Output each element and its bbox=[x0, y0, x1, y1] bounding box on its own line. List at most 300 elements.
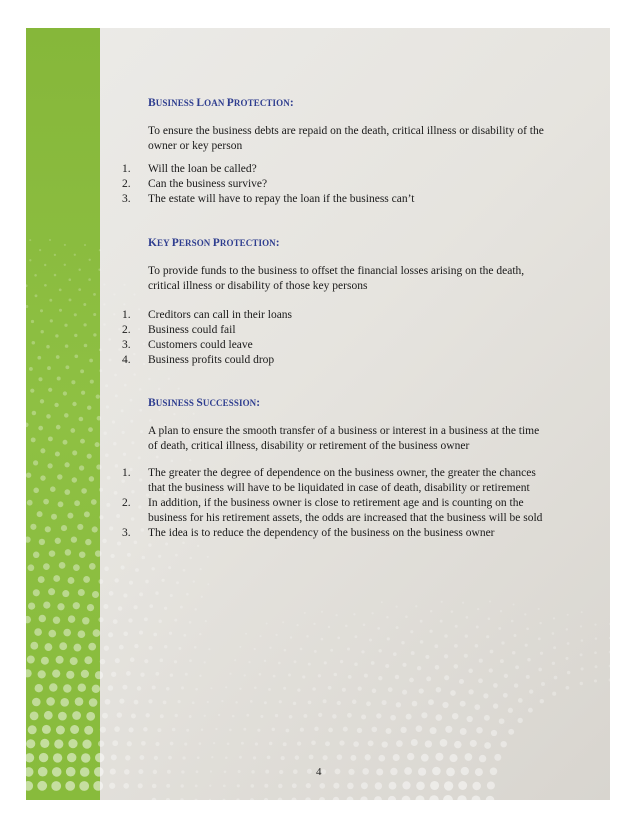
decorative-dot bbox=[148, 543, 151, 546]
decorative-dot bbox=[425, 740, 432, 747]
list-item bbox=[120, 353, 550, 368]
decorative-dot bbox=[78, 268, 80, 270]
decorative-dot bbox=[49, 550, 56, 557]
decorative-dot bbox=[123, 783, 129, 789]
decorative-dot bbox=[196, 770, 199, 773]
decorative-dot bbox=[529, 689, 533, 693]
list-item bbox=[120, 526, 550, 541]
decorative-dot bbox=[377, 627, 380, 630]
heading-text-part: OAN bbox=[204, 98, 227, 108]
decorative-dot bbox=[64, 489, 70, 495]
decorative-dot bbox=[284, 649, 287, 652]
decorative-dot bbox=[595, 637, 597, 639]
list-item-text: The estate will have to repay the loan if the business can’t bbox=[148, 193, 415, 205]
decorative-dot bbox=[26, 753, 34, 762]
decorative-dot bbox=[46, 414, 51, 419]
decorative-dot bbox=[148, 699, 152, 703]
decorative-dot bbox=[390, 715, 396, 721]
decorative-dot bbox=[48, 436, 53, 441]
decorative-dot bbox=[64, 264, 66, 266]
decorative-dot bbox=[155, 742, 159, 746]
decorative-dot bbox=[79, 465, 84, 470]
decorative-dot bbox=[144, 617, 148, 621]
decorative-dot bbox=[328, 686, 332, 690]
decorative-dot bbox=[87, 604, 94, 611]
decorative-dot bbox=[264, 784, 268, 788]
decorative-dot bbox=[81, 753, 90, 762]
list-item-text: Creditors can call in their loans bbox=[148, 309, 293, 321]
decorative-dot bbox=[74, 313, 77, 316]
heading-text-part: EY bbox=[157, 238, 172, 248]
decorative-dot bbox=[207, 701, 209, 703]
decorative-dot bbox=[325, 741, 330, 746]
decorative-dot bbox=[104, 645, 109, 650]
decorative-dot bbox=[108, 685, 114, 691]
decorative-dot bbox=[39, 539, 45, 545]
list-item-text: The idea is to reduce the dependency of the business on the business owner bbox=[148, 527, 495, 539]
decorative-dot bbox=[87, 454, 92, 459]
decorative-dot bbox=[26, 536, 31, 542]
decorative-dot bbox=[68, 278, 71, 281]
decorative-dot bbox=[512, 651, 516, 655]
decorative-dot bbox=[350, 755, 356, 761]
decorative-dot bbox=[476, 727, 483, 734]
decorative-dot bbox=[82, 617, 89, 624]
decorative-dot bbox=[340, 660, 343, 663]
decorative-dot bbox=[369, 638, 372, 641]
decorative-dot bbox=[192, 701, 195, 704]
decorative-dot bbox=[293, 702, 297, 706]
decorative-dot bbox=[267, 756, 271, 760]
decorative-dot bbox=[38, 377, 42, 381]
decorative-dot bbox=[526, 675, 530, 679]
decorative-dot bbox=[250, 798, 254, 800]
list-item-number: 4. bbox=[122, 354, 131, 366]
decorative-dot bbox=[33, 552, 40, 559]
decorative-dot bbox=[402, 796, 411, 800]
decorative-dot bbox=[567, 642, 570, 645]
decorative-dot bbox=[37, 356, 41, 360]
decorative-dot bbox=[70, 428, 75, 433]
decorative-dot bbox=[239, 646, 241, 648]
decorative-dot bbox=[38, 767, 48, 777]
decorative-dot bbox=[348, 675, 352, 679]
decorative-dot bbox=[43, 563, 50, 570]
decorative-dot bbox=[84, 511, 90, 517]
list-item-number: 1. bbox=[122, 309, 131, 321]
decorative-dot bbox=[442, 702, 448, 708]
decorative-dot bbox=[134, 605, 138, 609]
decorative-dot bbox=[499, 718, 505, 724]
decorative-dot bbox=[55, 451, 60, 456]
decorative-dot bbox=[81, 670, 89, 678]
decorative-dot bbox=[538, 608, 540, 610]
decorative-dot bbox=[490, 650, 494, 654]
list-item bbox=[120, 466, 550, 496]
decorative-dot bbox=[49, 239, 51, 241]
decorative-dot bbox=[117, 541, 121, 545]
decorative-dot bbox=[444, 781, 453, 790]
decorative-dot bbox=[40, 475, 45, 480]
decorative-dot bbox=[376, 713, 381, 718]
decorative-dot bbox=[554, 676, 558, 680]
decorative-dot bbox=[429, 630, 432, 633]
decorative-dot bbox=[395, 675, 399, 679]
list-item-number: 1. bbox=[122, 467, 131, 479]
decorative-dot bbox=[193, 580, 195, 582]
decorative-dot bbox=[93, 629, 101, 637]
decorative-dot bbox=[189, 715, 192, 718]
decorative-dot bbox=[94, 767, 104, 777]
decorative-dot bbox=[307, 769, 312, 774]
decorative-dot bbox=[199, 568, 201, 570]
decorative-dot bbox=[345, 625, 348, 628]
decorative-dot bbox=[118, 606, 123, 611]
decorative-dot bbox=[88, 278, 91, 281]
decorative-dot bbox=[168, 756, 172, 760]
decorative-dot bbox=[363, 624, 366, 627]
decorative-dot bbox=[34, 628, 42, 636]
decorative-dot bbox=[476, 626, 479, 629]
decorative-dot bbox=[89, 698, 98, 707]
decorative-dot bbox=[96, 464, 101, 469]
decorative-dot bbox=[37, 781, 47, 791]
decorative-dot bbox=[486, 635, 489, 638]
decorative-dot bbox=[318, 713, 322, 717]
decorative-dot bbox=[168, 378, 170, 380]
decorative-dot bbox=[500, 659, 504, 663]
decorative-dot bbox=[425, 655, 429, 659]
decorative-dot bbox=[78, 630, 86, 638]
list-item-text: In addition, if the business owner is close to retirement age and is counting on the business for his retirement assets, the odds are increased that the business will be sold bbox=[148, 497, 543, 524]
decorative-dot bbox=[305, 797, 311, 800]
decorative-dot bbox=[26, 767, 34, 777]
decorative-dot bbox=[123, 303, 125, 305]
decorative-dot bbox=[113, 619, 118, 624]
decorative-dot bbox=[61, 525, 67, 531]
decorative-dot bbox=[511, 620, 514, 623]
decorative-dot bbox=[28, 725, 37, 734]
decorative-dot bbox=[84, 344, 88, 348]
decorative-dot bbox=[126, 671, 131, 676]
decorative-dot bbox=[466, 616, 469, 619]
decorative-dot bbox=[133, 293, 135, 295]
decorative-dot bbox=[158, 620, 162, 624]
decorative-dot bbox=[382, 700, 387, 705]
decorative-dot bbox=[357, 728, 362, 733]
decorative-dot bbox=[472, 782, 481, 791]
decorative-dot bbox=[333, 797, 339, 800]
section-list-key-person-protection bbox=[120, 308, 550, 368]
decorative-dot bbox=[368, 740, 374, 746]
decorative-dot bbox=[436, 714, 443, 721]
decorative-dot bbox=[60, 698, 69, 707]
decorative-dot bbox=[186, 729, 189, 732]
decorative-dot bbox=[237, 784, 240, 787]
decorative-dot bbox=[49, 683, 57, 691]
decorative-dot bbox=[260, 715, 263, 718]
decorative-dot bbox=[514, 634, 517, 637]
decorative-dot bbox=[85, 539, 91, 545]
list-item bbox=[120, 323, 550, 338]
decorative-dot bbox=[121, 409, 124, 412]
decorative-dot bbox=[104, 566, 109, 571]
decorative-dot bbox=[209, 799, 211, 800]
decorative-dot bbox=[489, 600, 491, 602]
decorative-dot bbox=[31, 437, 36, 442]
decorative-dot bbox=[266, 622, 268, 624]
decorative-dot bbox=[275, 634, 277, 636]
decorative-dot bbox=[396, 740, 403, 747]
decorative-dot bbox=[84, 656, 92, 664]
decorative-dot bbox=[95, 671, 103, 679]
decorative-dot bbox=[84, 244, 86, 246]
decorative-dot bbox=[38, 426, 43, 431]
decorative-dot bbox=[99, 515, 103, 519]
decorative-dot bbox=[40, 399, 44, 403]
decorative-dot bbox=[124, 769, 130, 775]
decorative-dot bbox=[465, 753, 473, 761]
decorative-dot bbox=[365, 754, 371, 760]
decorative-dot bbox=[441, 601, 443, 603]
decorative-dot bbox=[41, 657, 49, 665]
decorative-dot bbox=[454, 664, 459, 669]
decorative-dot bbox=[114, 578, 118, 582]
decorative-dot bbox=[435, 665, 440, 670]
decorative-dot bbox=[142, 556, 146, 560]
decorative-dot bbox=[197, 756, 200, 759]
decorative-dot bbox=[109, 783, 115, 789]
decorative-dot bbox=[581, 667, 584, 670]
decorative-dot bbox=[283, 742, 287, 746]
decorative-dot bbox=[296, 624, 298, 626]
decorative-dot bbox=[79, 417, 84, 422]
decorative-dot bbox=[241, 742, 244, 745]
decorative-dot bbox=[321, 611, 323, 613]
decorative-dot bbox=[28, 564, 35, 571]
decorative-dot bbox=[302, 675, 305, 678]
decorative-dot bbox=[145, 580, 149, 584]
decorative-dot bbox=[70, 725, 79, 734]
decorative-dot bbox=[160, 714, 164, 718]
decorative-dot bbox=[479, 659, 483, 663]
decorative-dot bbox=[103, 323, 105, 325]
decorative-dot bbox=[501, 641, 504, 644]
decorative-dot bbox=[139, 592, 143, 596]
decorative-dot bbox=[205, 620, 207, 622]
decorative-dot bbox=[55, 334, 58, 337]
decorative-dot bbox=[170, 594, 173, 597]
decorative-dot bbox=[479, 755, 486, 762]
decorative-dot bbox=[124, 384, 127, 387]
decorative-dot bbox=[40, 739, 49, 748]
decorative-dot bbox=[90, 380, 94, 384]
decorative-dot bbox=[460, 728, 467, 735]
decorative-dot bbox=[232, 715, 235, 718]
decorative-dot bbox=[149, 646, 153, 650]
decorative-dot bbox=[429, 795, 439, 800]
decorative-dot bbox=[609, 637, 610, 639]
decorative-dot bbox=[122, 685, 127, 690]
decorative-dot bbox=[324, 661, 327, 664]
heading-text-part: : bbox=[256, 397, 261, 409]
decorative-dot bbox=[259, 635, 261, 637]
decorative-dot bbox=[130, 657, 135, 662]
decorative-dot bbox=[178, 647, 181, 650]
decorative-dot bbox=[396, 606, 398, 608]
decorative-dot bbox=[567, 614, 569, 616]
decorative-dot bbox=[402, 663, 406, 667]
decorative-dot bbox=[73, 644, 81, 652]
decorative-dot bbox=[112, 740, 118, 746]
decorative-dot bbox=[152, 784, 157, 789]
decorative-dot bbox=[48, 588, 55, 595]
decorative-dot bbox=[407, 753, 414, 760]
decorative-dot bbox=[609, 651, 610, 654]
decorative-dot bbox=[78, 589, 85, 596]
decorative-dot bbox=[581, 611, 583, 613]
decorative-dot bbox=[457, 795, 466, 800]
decorative-dot bbox=[65, 344, 69, 348]
decorative-dot bbox=[229, 673, 231, 675]
decorative-dot bbox=[144, 659, 148, 663]
decorative-dot bbox=[123, 632, 128, 637]
decorative-dot bbox=[70, 657, 78, 665]
decorative-dot bbox=[515, 665, 519, 669]
section-list-business-loan-protection bbox=[120, 162, 550, 207]
decorative-dot bbox=[125, 755, 130, 760]
decorative-dot bbox=[73, 564, 80, 571]
list-item bbox=[120, 162, 550, 177]
decorative-dot bbox=[264, 701, 267, 704]
decorative-dot bbox=[194, 608, 196, 610]
list-item bbox=[120, 177, 550, 192]
decorative-dot bbox=[193, 413, 195, 415]
decorative-dot bbox=[213, 742, 215, 744]
list-item-text: The greater the degree of dependence on the business owner, the greater the chances that the business will have to be liquidated in case of death, disability or retirement bbox=[148, 467, 536, 494]
decorative-dot bbox=[108, 632, 113, 637]
decorative-dot bbox=[48, 388, 52, 392]
decorative-dot bbox=[239, 688, 241, 690]
decorative-dot bbox=[264, 660, 266, 662]
decorative-dot bbox=[375, 782, 382, 789]
decorative-dot bbox=[207, 583, 209, 585]
decorative-dot bbox=[361, 714, 366, 719]
decorative-dot bbox=[113, 313, 115, 315]
decorative-dot bbox=[189, 659, 192, 662]
decorative-dot bbox=[385, 664, 389, 668]
decorative-dot bbox=[75, 697, 84, 706]
decorative-dot bbox=[566, 686, 570, 690]
decorative-dot bbox=[343, 727, 348, 732]
decorative-dot bbox=[106, 503, 110, 507]
decorative-dot bbox=[66, 671, 74, 679]
decorative-dot bbox=[609, 665, 610, 668]
section-heading-business-succession bbox=[148, 396, 260, 411]
decorative-dot bbox=[98, 268, 100, 270]
decorative-dot bbox=[308, 701, 312, 705]
list-item bbox=[120, 496, 550, 526]
decorative-dot bbox=[199, 675, 201, 677]
decorative-dot bbox=[74, 334, 77, 337]
decorative-dot bbox=[467, 716, 473, 722]
decorative-dot bbox=[303, 714, 307, 718]
decorative-dot bbox=[406, 714, 412, 720]
decorative-dot bbox=[294, 660, 297, 663]
decorative-dot bbox=[170, 674, 173, 677]
decorative-dot bbox=[478, 678, 483, 683]
decorative-dot bbox=[56, 425, 61, 430]
decorative-dot bbox=[371, 661, 375, 665]
decorative-dot bbox=[319, 797, 325, 800]
decorative-dot bbox=[402, 781, 410, 789]
decorative-dot bbox=[141, 741, 146, 746]
decorative-dot bbox=[353, 613, 355, 615]
decorative-dot bbox=[177, 700, 180, 703]
decorative-dot bbox=[89, 259, 91, 261]
decorative-dot bbox=[72, 450, 77, 455]
decorative-dot bbox=[41, 330, 44, 333]
decorative-dot bbox=[371, 612, 373, 614]
decorative-dot bbox=[411, 651, 415, 655]
list-item-number: 2. bbox=[122, 178, 131, 190]
decorative-dot bbox=[477, 608, 479, 610]
decorative-dot bbox=[71, 536, 77, 542]
decorative-dot bbox=[412, 701, 418, 707]
decorative-dot bbox=[580, 653, 583, 656]
decorative-dot bbox=[181, 784, 184, 787]
decorative-dot bbox=[444, 634, 448, 638]
decorative-dot bbox=[199, 633, 201, 635]
decorative-dot bbox=[594, 651, 597, 654]
heading-text-part: P bbox=[212, 237, 220, 249]
decorative-dot bbox=[100, 659, 106, 665]
decorative-dot bbox=[46, 345, 50, 349]
list-item bbox=[120, 308, 550, 323]
decorative-dot bbox=[81, 391, 85, 395]
decorative-dot bbox=[411, 739, 418, 746]
decorative-dot bbox=[37, 511, 43, 517]
decorative-dot bbox=[32, 341, 36, 345]
decorative-dot bbox=[56, 726, 65, 735]
decorative-dot bbox=[185, 673, 188, 676]
decorative-dot bbox=[26, 305, 28, 308]
decorative-dot bbox=[153, 770, 157, 774]
decorative-dot bbox=[106, 405, 109, 408]
decorative-dot bbox=[103, 431, 106, 434]
decorative-dot bbox=[173, 413, 175, 415]
decorative-dot bbox=[108, 338, 111, 341]
decorative-dot bbox=[498, 627, 501, 630]
decorative-dot bbox=[435, 753, 443, 761]
decorative-dot bbox=[199, 742, 202, 745]
decorative-dot bbox=[290, 636, 292, 638]
decorative-dot bbox=[239, 756, 242, 759]
decorative-dot bbox=[416, 725, 423, 732]
decorative-dot bbox=[265, 770, 269, 774]
decorative-dot bbox=[155, 672, 159, 676]
decorative-dot bbox=[172, 728, 176, 732]
decorative-dot bbox=[183, 569, 186, 572]
decorative-dot bbox=[64, 244, 66, 246]
decorative-dot bbox=[140, 430, 143, 433]
decorative-dot bbox=[53, 616, 60, 623]
decorative-dot bbox=[410, 630, 413, 633]
decorative-dot bbox=[417, 666, 421, 670]
decorative-dot bbox=[54, 403, 58, 407]
decorative-dot bbox=[92, 685, 100, 693]
decorative-dot bbox=[208, 648, 210, 650]
